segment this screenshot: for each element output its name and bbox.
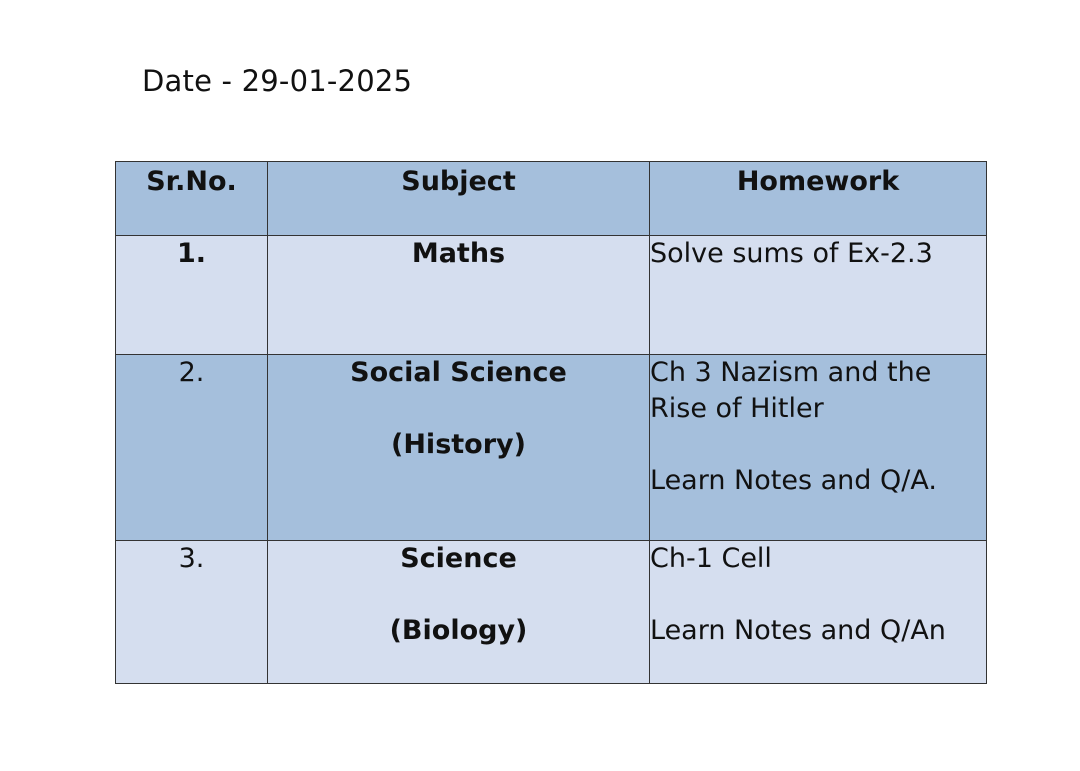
row-homework bbox=[650, 236, 987, 355]
homework-table bbox=[115, 161, 987, 684]
row-subject bbox=[268, 355, 650, 541]
table-row bbox=[116, 541, 987, 684]
row-sr-no: 2. bbox=[116, 355, 268, 541]
row-homework bbox=[650, 541, 987, 684]
subject-subname: (History) bbox=[391, 429, 526, 460]
subject-subname: (Biology) bbox=[389, 615, 528, 646]
subject-name: Science bbox=[400, 543, 517, 574]
row-homework bbox=[650, 355, 987, 541]
homework-text: Ch 3 Nazism and the bbox=[650, 357, 932, 388]
homework-instruction: Learn Notes and Q/A. bbox=[650, 465, 937, 496]
homework-instruction: Learn Notes and Q/An bbox=[650, 615, 946, 646]
homework-text-cont: Rise of Hitler bbox=[650, 393, 824, 424]
header-sr-no: Sr.No. bbox=[116, 162, 268, 236]
homework-text: Ch-1 Cell bbox=[650, 543, 772, 574]
row-sr-no: 1. bbox=[116, 236, 268, 355]
table-header-row bbox=[116, 162, 987, 236]
homework-text: Solve sums of Ex-2.3 bbox=[650, 238, 933, 269]
subject-name: Maths bbox=[411, 238, 506, 269]
table-row bbox=[116, 355, 987, 541]
row-subject bbox=[268, 236, 650, 355]
subject-name: Social Science bbox=[350, 357, 567, 388]
table-row bbox=[116, 236, 987, 355]
row-subject bbox=[268, 541, 650, 684]
header-subject: Subject bbox=[268, 162, 650, 236]
header-homework: Homework bbox=[650, 162, 987, 236]
date-label: Date - 29-01-2025 bbox=[142, 64, 413, 98]
row-sr-no: 3. bbox=[116, 541, 268, 684]
